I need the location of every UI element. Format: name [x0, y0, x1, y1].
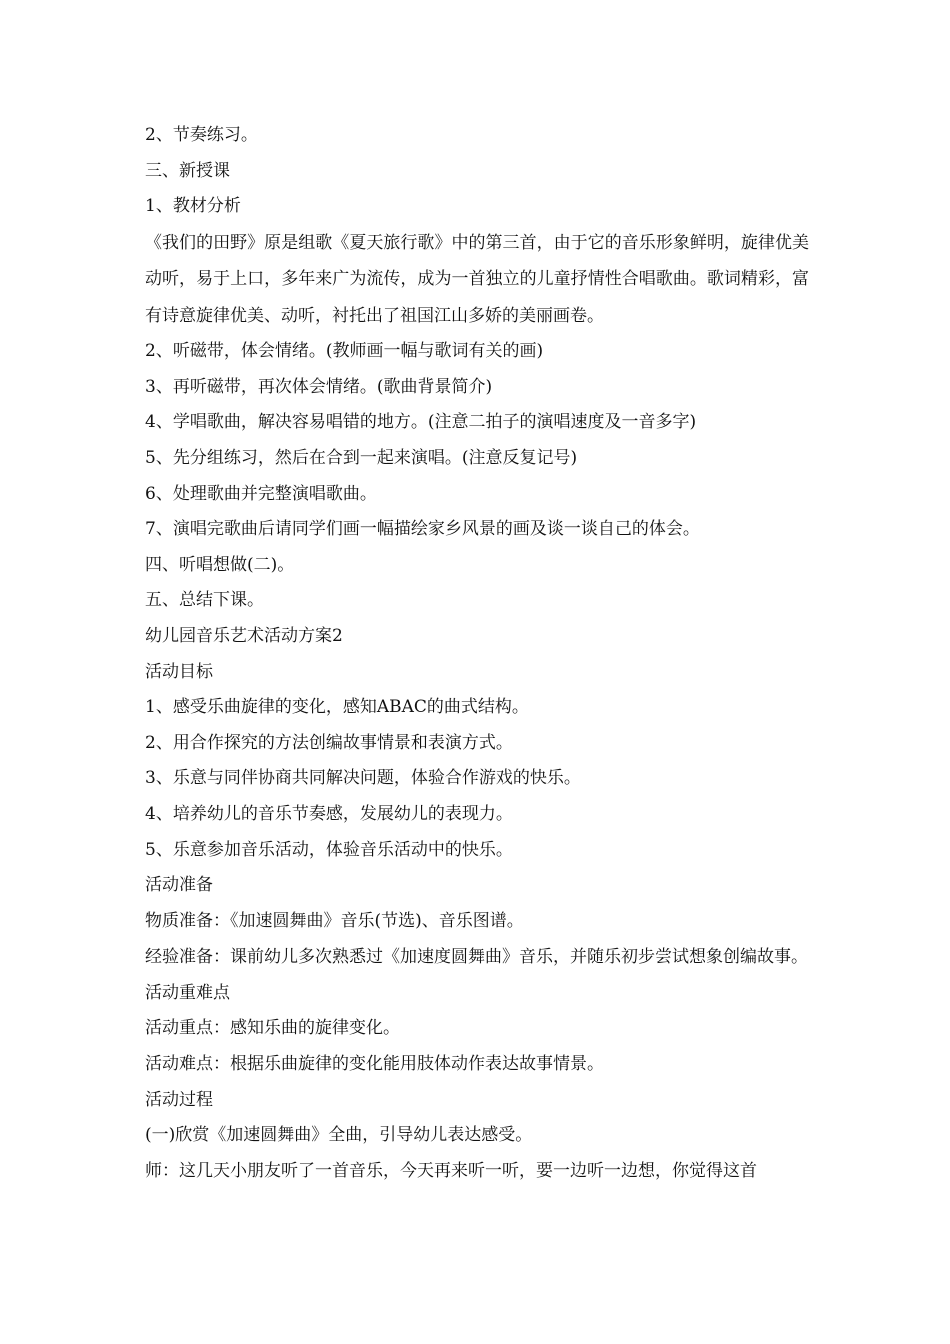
body-line: (一)欣赏《加速圆舞曲》全曲，引导幼儿表达感受。 — [145, 1125, 533, 1146]
list-item: 2、节奏练习。 — [145, 125, 258, 145]
list-item: 3、再听磁带，再次体会情绪。(歌曲背景简介) — [145, 376, 493, 397]
body-line: 物质准备：《加速圆舞曲》音乐(节选)、音乐图谱。 — [145, 910, 524, 931]
document-body — [145, 118, 809, 1189]
section-heading: 活动重难点 — [145, 982, 230, 1003]
list-item: 3、乐意与同伴协商共同解决问题，体验合作游戏的快乐。 — [145, 768, 581, 789]
list-item: 7、演唱完歌曲后请同学们画一幅描绘家乡风景的画及谈一谈自己的体会。 — [145, 519, 700, 540]
body-line: 师：这几天小朋友听了一首音乐，今天再来听一听，要一边听一边想，你觉得这首 — [145, 1160, 757, 1181]
body-line: 活动难点：根据乐曲旋律的变化能用肢体动作表达故事情景。 — [145, 1054, 604, 1075]
section-heading: 三、新授课 — [145, 160, 230, 181]
section-heading: 活动过程 — [145, 1089, 213, 1110]
subsection-heading: 1、教材分析 — [145, 196, 241, 217]
section-heading: 活动目标 — [145, 661, 213, 682]
list-item: 2、用合作探究的方法创编故事情景和表演方式。 — [145, 732, 513, 753]
section-heading: 五、总结下课。 — [145, 590, 264, 611]
body-paragraph: 《我们的田野》原是组歌《夏天旅行歌》中的第三首，由于它的音乐形象鲜明，旋律优美动听，易于上口，多年来广为流传，成为一首独立的儿童抒情性合唱歌曲。歌词精彩，富有诗意旋律优美、动听，衬托出了祖国江山多娇的美丽画卷。 — [145, 232, 809, 326]
list-item: 4、学唱歌曲，解决容易唱错的地方。(注意二拍子的演唱速度及一音多字) — [145, 412, 697, 433]
body-paragraph: 经验准备：课前幼儿多次熟悉过《加速度圆舞曲》音乐，并随乐初步尝试想象创编故事。 — [145, 947, 808, 968]
list-item: 4、培养幼儿的音乐节奏感，发展幼儿的表现力。 — [145, 804, 513, 824]
section-heading: 活动准备 — [145, 875, 213, 896]
list-item: 2、听磁带，体会情绪。(教师画一幅与歌词有关的画) — [145, 341, 544, 362]
list-item: 6、处理歌曲并完整演唱歌曲。 — [145, 483, 377, 504]
list-item: 5、先分组练习，然后在合到一起来演唱。(注意反复记号) — [145, 448, 578, 469]
list-item: 5、乐意参加音乐活动，体验音乐活动中的快乐。 — [145, 839, 513, 860]
document-title: 幼儿园音乐艺术活动方案2 — [145, 626, 343, 647]
body-line: 活动重点：感知乐曲的旋律变化。 — [145, 1018, 400, 1039]
list-item: 1、感受乐曲旋律的变化，感知ABAC的曲式结构。 — [145, 697, 529, 718]
section-heading: 四、听唱想做(二)。 — [145, 554, 295, 575]
